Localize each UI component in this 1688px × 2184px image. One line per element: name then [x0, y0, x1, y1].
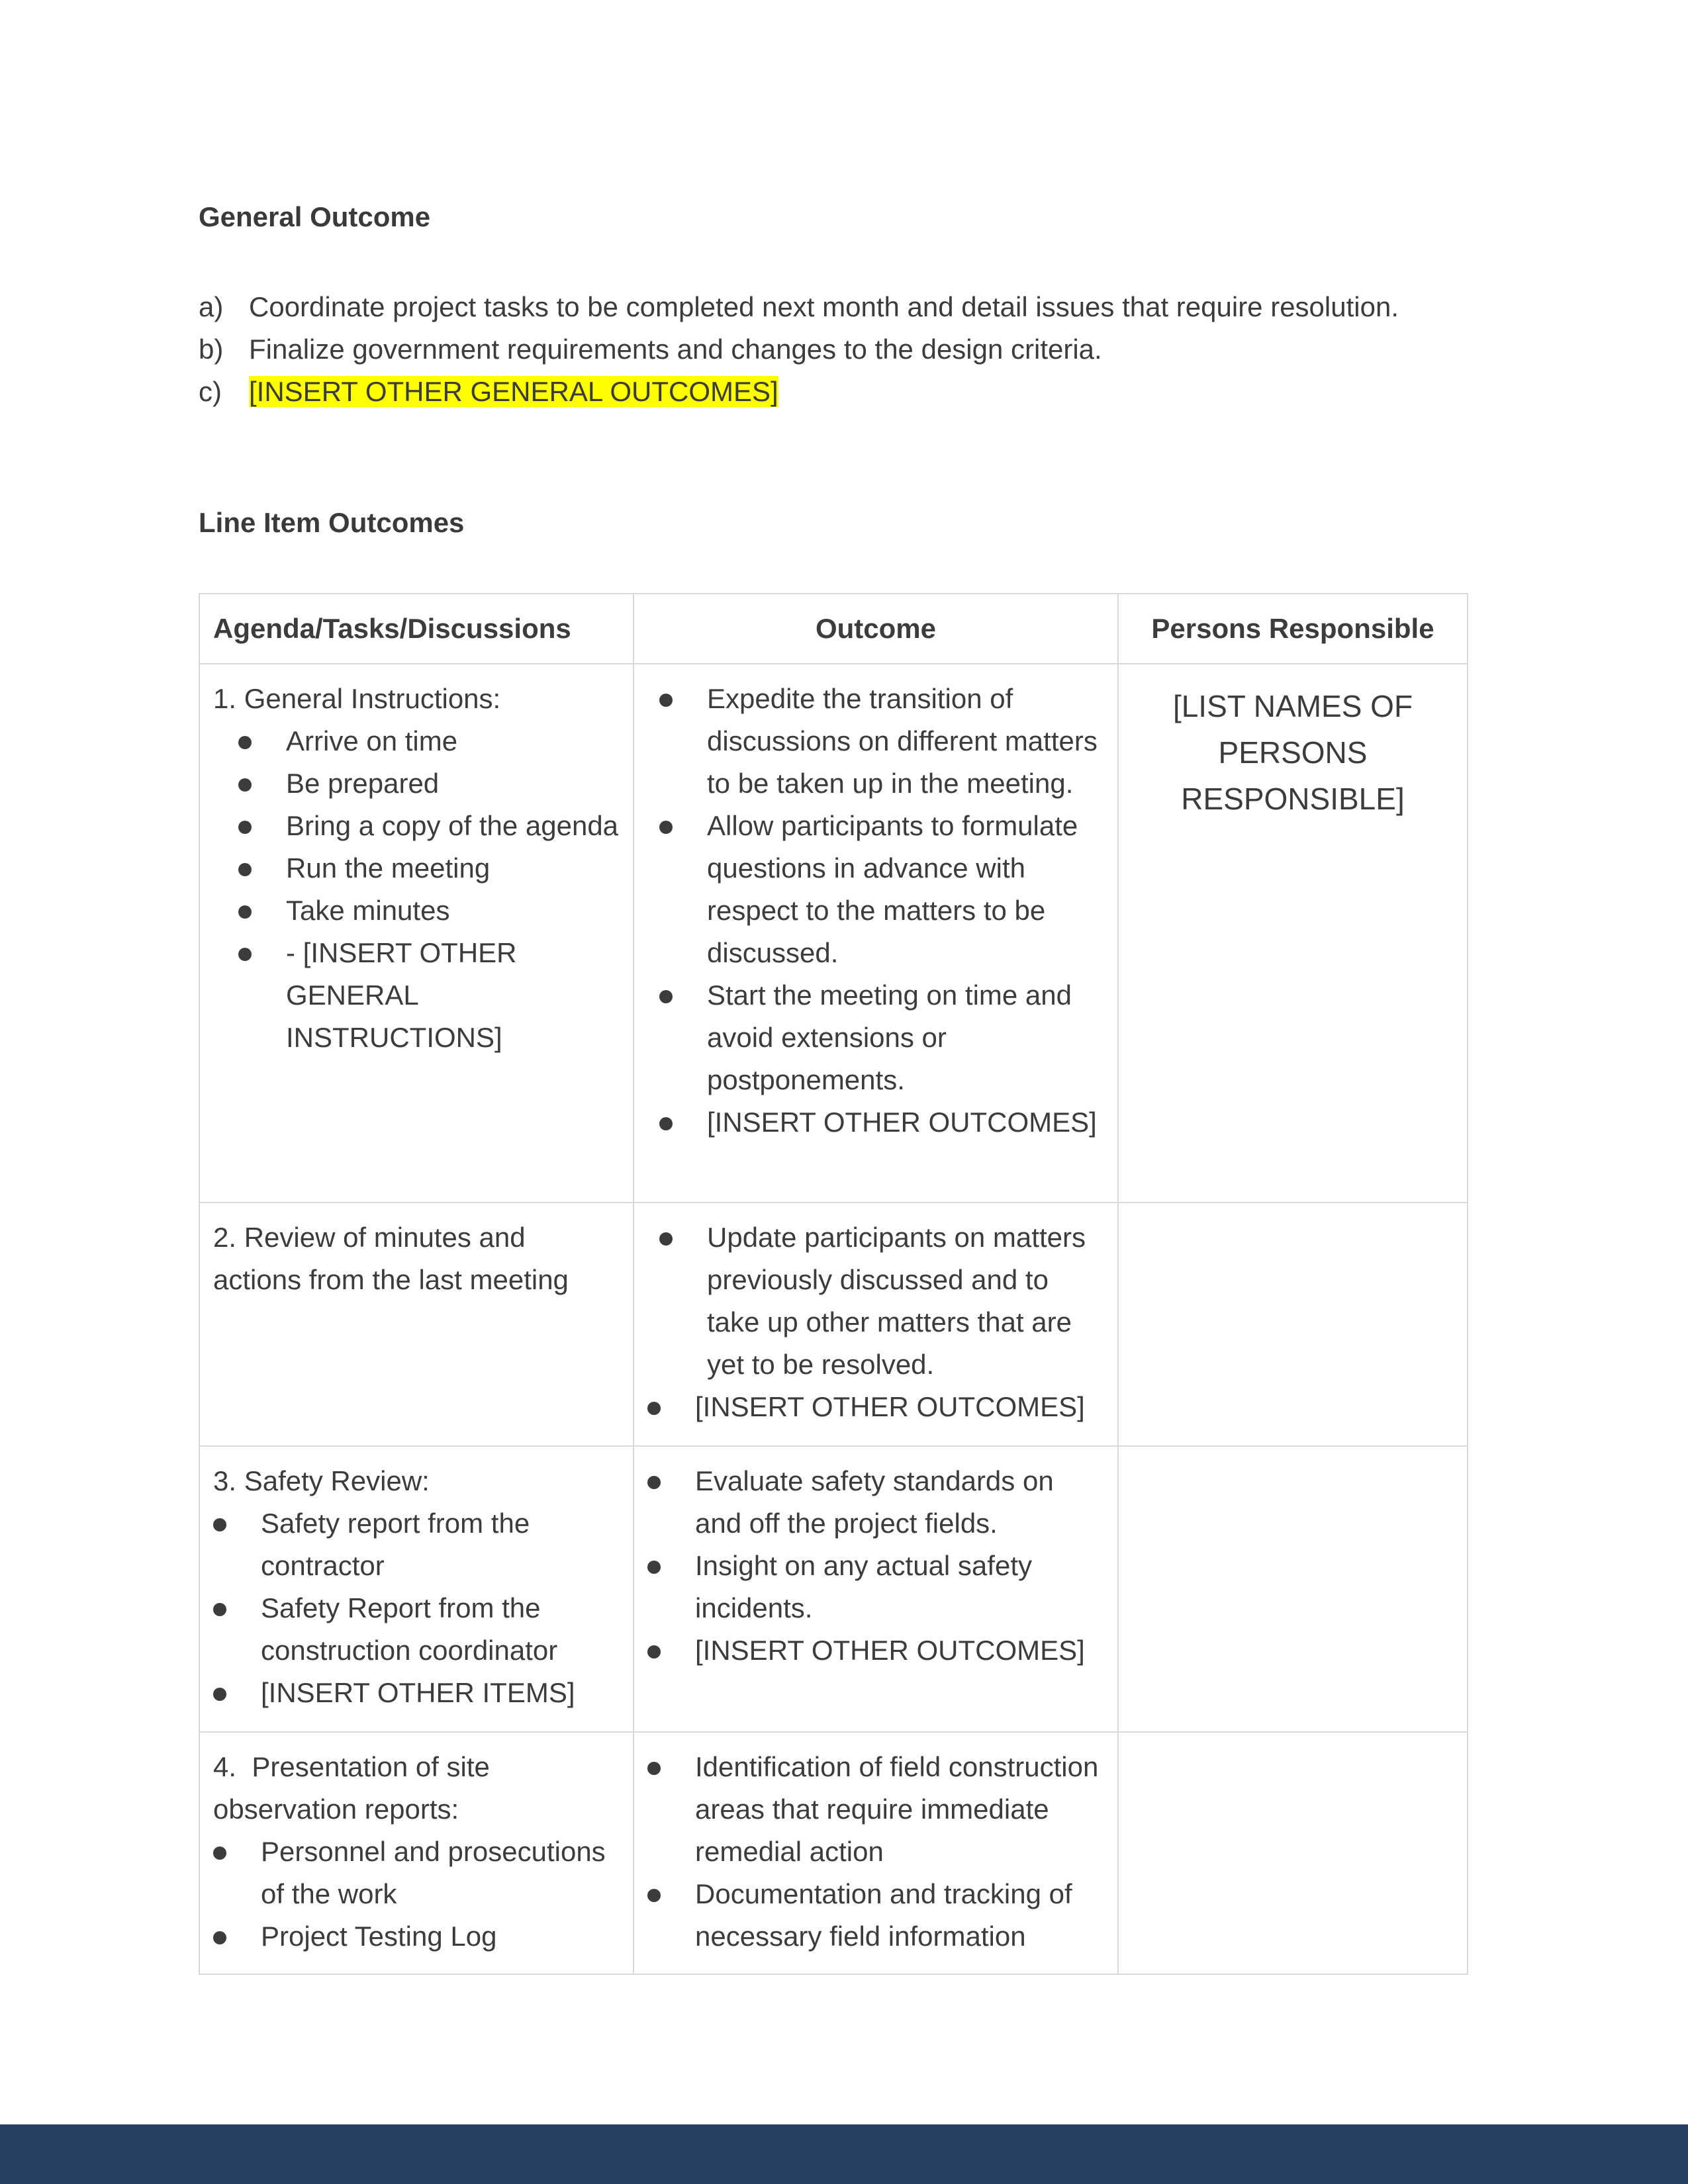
agenda-title: 2. Review of minutes and actions from the last meeting: [213, 1222, 569, 1295]
list-item: Be prepared: [213, 762, 620, 805]
agenda-cell: [199, 664, 633, 1203]
list-item: Documentation and tracking of necessary field information: [647, 1873, 1104, 1958]
outcome-cell: [633, 1203, 1118, 1446]
general-outcome-text: Coordinate project tasks to be completed next month and detail issues that require resolution.: [249, 291, 1399, 322]
table-row: [199, 1446, 1468, 1732]
general-outcome-item: [199, 286, 1523, 328]
list-item: Safety Report from the construction coordinator: [213, 1587, 620, 1672]
table-row: [199, 1203, 1468, 1446]
list-item: Update participants on matters previously discussed and to take up other matters that are yet to be resolved.: [647, 1216, 1104, 1386]
persons-responsible-text: [1132, 1460, 1454, 1465]
persons-responsible-text: [1132, 1216, 1454, 1222]
agenda-title: 4. Presentation of site observation reports:: [213, 1751, 498, 1825]
agenda-cell: [199, 1732, 633, 1974]
outcome-list: [647, 1746, 1104, 1958]
list-item: Bring a copy of the agenda: [213, 805, 620, 847]
line-item-outcomes-table: [199, 593, 1468, 1975]
outcome-list: [647, 1460, 1104, 1672]
agenda-title: 3. Safety Review:: [213, 1465, 430, 1496]
agenda-title: 1. General Instructions:: [213, 683, 501, 714]
agenda-item-list: [213, 1831, 620, 1958]
general-outcome-list: [199, 286, 1523, 413]
agenda-item-list: [213, 1502, 620, 1714]
line-item-outcomes-heading: Line Item Outcomes: [199, 507, 465, 538]
list-item: Evaluate safety standards on and off the project fields.: [647, 1460, 1104, 1545]
list-item: Insight on any actual safety incidents.: [647, 1545, 1104, 1629]
outcome-list: [647, 1216, 1104, 1428]
outcome-list: [647, 678, 1104, 1144]
list-item: [INSERT OTHER OUTCOMES]: [647, 1629, 1104, 1672]
general-outcome-text: Finalize government requirements and changes to the design criteria.: [249, 334, 1102, 365]
agenda-cell: [199, 1446, 633, 1732]
list-marker: b): [199, 334, 224, 365]
table-row: [199, 664, 1468, 1203]
outcome-cell: [633, 664, 1118, 1203]
list-item: Run the meeting: [213, 847, 620, 889]
list-item: Personnel and prosecutions of the work: [213, 1831, 620, 1915]
list-item: - [INSERT OTHER GENERAL INSTRUCTIONS]: [213, 932, 620, 1059]
outcome-cell: [633, 1732, 1118, 1974]
column-header-agenda: Agenda/Tasks/Discussions: [199, 594, 633, 664]
persons-cell: [1118, 664, 1468, 1203]
list-item: Safety report from the contractor: [213, 1502, 620, 1587]
list-item: [INSERT OTHER OUTCOMES]: [647, 1101, 1104, 1144]
persons-responsible-text: [1132, 1746, 1454, 1751]
list-item: Identification of field construction areas that require immediate remedial action: [647, 1746, 1104, 1873]
list-item: [INSERT OTHER OUTCOMES]: [647, 1386, 1104, 1428]
persons-cell: [1118, 1732, 1468, 1974]
general-outcome-item: [199, 371, 1523, 413]
list-item: Arrive on time: [213, 720, 620, 762]
list-item: Take minutes: [213, 889, 620, 932]
column-header-persons: Persons Responsible: [1118, 594, 1468, 664]
list-item: Expedite the transition of discussions on different matters to be taken up in the meeting.: [647, 678, 1104, 805]
footer-bar: [0, 2124, 1688, 2184]
persons-responsible-text: [LIST NAMES OF PERSONS RESPONSIBLE]: [1172, 689, 1413, 816]
persons-cell: [1118, 1203, 1468, 1446]
list-item: [INSERT OTHER ITEMS]: [213, 1672, 620, 1714]
persons-cell: [1118, 1446, 1468, 1732]
list-item: Start the meeting on time and avoid extensions or postponements.: [647, 974, 1104, 1101]
highlighted-placeholder-text: [INSERT OTHER GENERAL OUTCOMES]: [249, 376, 778, 407]
table-header-row: [199, 594, 1468, 664]
list-item: Allow participants to formulate questions in advance with respect to the matters to be discussed.: [647, 805, 1104, 974]
general-outcome-item: [199, 328, 1523, 371]
outcome-cell: [633, 1446, 1118, 1732]
table-row: [199, 1732, 1468, 1974]
general-outcome-heading: General Outcome: [199, 201, 431, 232]
agenda-cell: [199, 1203, 633, 1446]
list-item: Project Testing Log: [213, 1915, 620, 1958]
column-header-outcome: Outcome: [633, 594, 1118, 664]
agenda-item-list: [213, 720, 620, 1059]
list-marker: c): [199, 376, 222, 407]
list-marker: a): [199, 291, 224, 322]
